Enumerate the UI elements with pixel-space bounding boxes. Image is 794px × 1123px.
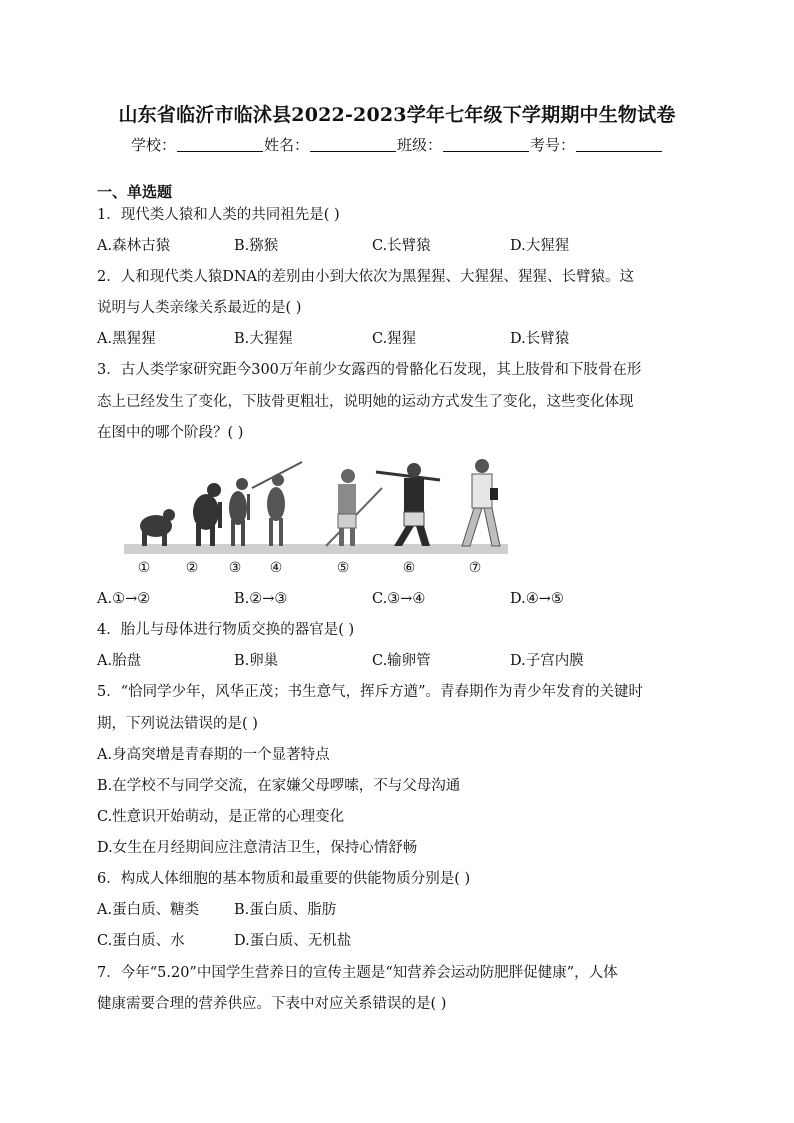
question-3-stem-line1: 3．古人类学家研究距今300万年前少女露西的骨骼化石发现，其上肢骨和下肢骨在形 xyxy=(97,362,642,378)
stage-label-7: ⑦ xyxy=(468,560,482,576)
q6-option-c[interactable]: C.蛋白质、水 xyxy=(97,933,185,949)
q4-option-a[interactable]: A.胎盘 xyxy=(97,653,142,669)
name-blank[interactable] xyxy=(310,137,396,152)
question-2-stem-line1: 2．人和现代类人猿DNA的差别由小到大依次为黑猩猩、大猩猩、猩猩、长臂猿。这 xyxy=(97,269,635,285)
q6-option-d[interactable]: D.蛋白质、无机盐 xyxy=(234,933,352,949)
q1-option-c[interactable]: C.长臂猿 xyxy=(372,238,431,254)
q4-option-c[interactable]: C.输卵管 xyxy=(372,653,431,669)
q1-option-a[interactable]: A.森林古猿 xyxy=(97,238,171,254)
q2-option-c[interactable]: C.猩猩 xyxy=(372,331,417,347)
question-7-stem-line1: 7．今年“5.20”中国学生营养日的宣传主题是“知营养会运动防肥胖促健康”，人体 xyxy=(97,965,618,981)
ground-strip xyxy=(124,544,508,554)
number-label: 考号： xyxy=(530,136,576,154)
stage-label-1: ① xyxy=(137,560,151,576)
q1-option-d[interactable]: D.大猩猩 xyxy=(510,238,570,254)
q2-option-a[interactable]: A.黑猩猩 xyxy=(97,331,156,347)
q3-option-b[interactable]: B.②→③ xyxy=(234,591,288,607)
stage-label-3: ③ xyxy=(228,560,242,576)
name-label: 姓名： xyxy=(263,136,309,154)
human-evolution-figure xyxy=(124,458,508,556)
q4-option-d[interactable]: D.子宫内膜 xyxy=(510,653,584,669)
question-5-stem-line2: 期，下列说法错误的是( ) xyxy=(97,716,258,732)
q2-option-d[interactable]: D.长臂猿 xyxy=(510,331,570,347)
evolution-stage-5-figure xyxy=(326,469,382,546)
q1-option-b[interactable]: B.猕猴 xyxy=(234,238,279,254)
evolution-stage-2-figure xyxy=(193,483,222,546)
evolution-stage-4-figure xyxy=(252,462,302,546)
stage-label-5: ⑤ xyxy=(336,560,350,576)
evolution-stage-3-figure xyxy=(229,478,250,546)
exam-title: 山东省临沂市临沭县2022-2023学年七年级下学期期中生物试卷 xyxy=(118,104,676,126)
evolution-stage-1-figure xyxy=(140,509,175,546)
class-blank[interactable] xyxy=(443,137,529,152)
stage-label-2: ② xyxy=(185,560,199,576)
q6-option-b[interactable]: B.蛋白质、脂肪 xyxy=(234,902,337,918)
student-info-row xyxy=(0,134,794,155)
question-1-stem: 1．现代类人猿和人类的共同祖先是( ) xyxy=(97,207,340,223)
school-label: 学校： xyxy=(130,136,176,154)
question-6-stem: 6．构成人体细胞的基本物质和最重要的供能物质分别是( ) xyxy=(97,871,471,887)
section-title: 一、单选题 xyxy=(97,183,173,201)
stage-label-6: ⑥ xyxy=(402,560,416,576)
evolution-stage-7-figure xyxy=(462,459,500,546)
q3-option-a[interactable]: A.①→② xyxy=(97,591,151,607)
school-blank[interactable] xyxy=(177,137,263,152)
q2-option-b[interactable]: B.大猩猩 xyxy=(234,331,293,347)
stage-label-4: ④ xyxy=(269,560,283,576)
question-5-stem-line1: 5．“恰同学少年，风华正茂；书生意气，挥斥方遒”。青春期作为青少年发育的关键时 xyxy=(97,684,644,700)
question-4-stem: 4．胎儿与母体进行物质交换的器官是( ) xyxy=(97,622,355,638)
question-2-stem-line2: 说明与人类亲缘关系最近的是( ) xyxy=(97,300,302,316)
question-7-stem-line2: 健康需要合理的营养供应。下表中对应关系错误的是( ) xyxy=(97,996,447,1012)
q3-option-d[interactable]: D.④→⑤ xyxy=(510,591,564,607)
q5-option-a[interactable]: A.身高突增是青春期的一个显著特点 xyxy=(97,747,330,763)
q5-option-d[interactable]: D.女生在月经期间应注意清洁卫生，保持心情舒畅 xyxy=(97,840,418,856)
number-blank[interactable] xyxy=(576,137,662,152)
class-label: 班级： xyxy=(397,136,443,154)
q3-option-c[interactable]: C.③→④ xyxy=(372,591,426,607)
q6-option-a[interactable]: A.蛋白质、糖类 xyxy=(97,902,200,918)
question-3-stem-line3: 在图中的哪个阶段？( ) xyxy=(97,425,244,441)
q4-option-b[interactable]: B.卵巢 xyxy=(234,653,279,669)
q5-option-b[interactable]: B.在学校不与同学交流，在家嫌父母啰嗦，不与父母沟通 xyxy=(97,778,461,794)
q5-option-c[interactable]: C.性意识开始萌动，是正常的心理变化 xyxy=(97,809,345,825)
evolution-stage-6-figure xyxy=(376,463,440,546)
question-3-stem-line2: 态上已经发生了变化，下肢骨更粗壮，说明她的运动方式发生了变化，这些变化体现 xyxy=(97,394,634,410)
